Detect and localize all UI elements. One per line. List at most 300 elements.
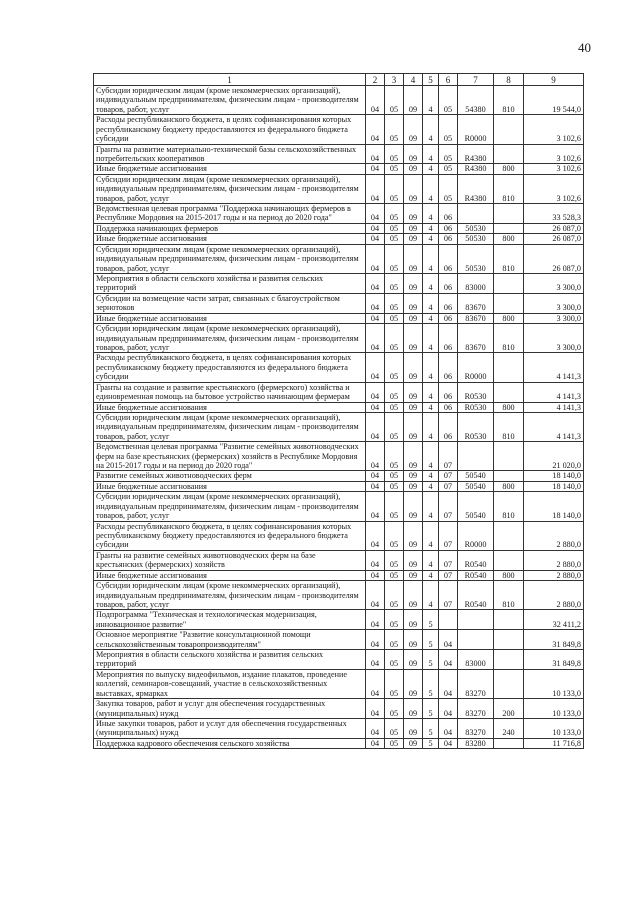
code-col-6: 06 xyxy=(439,412,458,441)
code-col-5: 4 xyxy=(423,442,439,471)
code-col-8 xyxy=(494,550,524,570)
code-col-5: 4 xyxy=(423,492,439,521)
code-col-7: 50530 xyxy=(458,234,494,244)
code-col-2: 04 xyxy=(366,492,385,521)
amount-cell: 3 102,6 xyxy=(524,144,584,164)
code-col-2: 04 xyxy=(366,293,385,313)
code-col-3: 05 xyxy=(385,521,404,550)
code-col-7 xyxy=(458,204,494,224)
code-col-5: 4 xyxy=(423,223,439,233)
header-cell: 1 xyxy=(94,74,366,86)
code-col-2: 04 xyxy=(366,86,385,115)
row-description: Иные бюджетные ассигнования xyxy=(94,481,366,491)
code-col-4: 09 xyxy=(404,274,423,294)
code-col-4: 09 xyxy=(404,115,423,144)
table-row xyxy=(94,164,584,174)
code-col-4: 09 xyxy=(404,442,423,471)
table-row xyxy=(94,234,584,244)
code-col-6: 07 xyxy=(439,442,458,471)
table-row xyxy=(94,244,584,273)
code-col-6: 07 xyxy=(439,570,458,580)
amount-cell: 31 849,8 xyxy=(524,650,584,670)
code-col-8: 810 xyxy=(494,492,524,521)
code-col-2: 04 xyxy=(366,313,385,323)
code-col-2: 04 xyxy=(366,244,385,273)
table-row xyxy=(94,610,584,630)
code-col-7: R0000 xyxy=(458,353,494,382)
code-col-4: 09 xyxy=(404,324,423,353)
code-col-3: 05 xyxy=(385,115,404,144)
code-col-4: 09 xyxy=(404,650,423,670)
row-description: Гранты на развитие материально-технической базы сельскохозяйственных потребительских кооперативов xyxy=(94,144,366,164)
header-cell: 9 xyxy=(524,74,584,86)
code-col-6: 04 xyxy=(439,699,458,719)
row-description: Мероприятия в области сельского хозяйства и развития сельских территорий xyxy=(94,274,366,294)
row-description: Субсидии юридическим лицам (кроме некоммерческих организаций), индивидуальным предпринимателям, физическим лицам - производителям товаров, работ, услуг xyxy=(94,244,366,273)
amount-cell: 2 880,0 xyxy=(524,550,584,570)
row-description: Иные закупки товаров, работ и услуг для обеспечения государственных (муниципальных) нужд xyxy=(94,719,366,739)
code-col-4: 09 xyxy=(404,293,423,313)
code-col-4: 09 xyxy=(404,164,423,174)
code-col-8: 200 xyxy=(494,699,524,719)
code-col-4: 09 xyxy=(404,471,423,481)
code-col-7: R0530 xyxy=(458,382,494,402)
row-description: Мероприятия в области сельского хозяйства и развития сельских территорий xyxy=(94,650,366,670)
code-col-3: 05 xyxy=(385,630,404,650)
code-col-8 xyxy=(494,442,524,471)
row-description: Гранты на развитие семейных животноводческих ферм на базе крестьянских (фермерских) хозяйств xyxy=(94,550,366,570)
header-cell: 6 xyxy=(439,74,458,86)
code-col-6: 06 xyxy=(439,234,458,244)
header-row xyxy=(94,74,584,86)
amount-cell: 26 087,0 xyxy=(524,244,584,273)
code-col-8: 800 xyxy=(494,313,524,323)
code-col-7: R0540 xyxy=(458,581,494,610)
table-row xyxy=(94,313,584,323)
code-col-3: 05 xyxy=(385,570,404,580)
code-col-6: 07 xyxy=(439,471,458,481)
amount-cell: 3 300,0 xyxy=(524,293,584,313)
code-col-8: 810 xyxy=(494,324,524,353)
code-col-5: 4 xyxy=(423,353,439,382)
amount-cell: 32 411,2 xyxy=(524,610,584,630)
amount-cell: 4 141,3 xyxy=(524,353,584,382)
code-col-8: 800 xyxy=(494,164,524,174)
code-col-6: 06 xyxy=(439,274,458,294)
table-row xyxy=(94,630,584,650)
code-col-2: 04 xyxy=(366,324,385,353)
code-col-6: 06 xyxy=(439,223,458,233)
row-description: Иные бюджетные ассигнования xyxy=(94,313,366,323)
row-description: Основное мероприятие "Развитие консультационной помощи сельскохозяйственным товаропроизводителям" xyxy=(94,630,366,650)
code-col-5: 4 xyxy=(423,115,439,144)
amount-cell: 3 300,0 xyxy=(524,313,584,323)
amount-cell: 18 140,0 xyxy=(524,481,584,491)
code-col-3: 05 xyxy=(385,174,404,203)
code-col-7: 83670 xyxy=(458,293,494,313)
amount-cell: 18 140,0 xyxy=(524,492,584,521)
code-col-8: 810 xyxy=(494,174,524,203)
code-col-5: 4 xyxy=(423,382,439,402)
amount-cell: 2 880,0 xyxy=(524,581,584,610)
code-col-4: 09 xyxy=(404,581,423,610)
code-col-7: R4380 xyxy=(458,164,494,174)
table-row xyxy=(94,324,584,353)
amount-cell: 3 102,6 xyxy=(524,164,584,174)
table-row xyxy=(94,86,584,115)
code-col-5: 4 xyxy=(423,274,439,294)
code-col-8 xyxy=(494,521,524,550)
amount-cell: 21 020,0 xyxy=(524,442,584,471)
code-col-8 xyxy=(494,115,524,144)
code-col-2: 04 xyxy=(366,353,385,382)
code-col-6: 05 xyxy=(439,164,458,174)
row-description: Субсидии юридическим лицам (кроме некоммерческих организаций), индивидуальным предпринимателям, физическим лицам - производителям товаров, работ, услуг xyxy=(94,492,366,521)
code-col-8: 800 xyxy=(494,402,524,412)
amount-cell: 31 849,8 xyxy=(524,630,584,650)
code-col-6: 04 xyxy=(439,719,458,739)
code-col-7 xyxy=(458,610,494,630)
code-col-4: 09 xyxy=(404,719,423,739)
code-col-4: 09 xyxy=(404,738,423,748)
amount-cell: 10 133,0 xyxy=(524,719,584,739)
code-col-8: 800 xyxy=(494,481,524,491)
code-col-8 xyxy=(494,630,524,650)
code-col-8 xyxy=(494,223,524,233)
code-col-8: 800 xyxy=(494,570,524,580)
code-col-5: 5 xyxy=(423,699,439,719)
table-row xyxy=(94,471,584,481)
code-col-6: 07 xyxy=(439,481,458,491)
code-col-3: 05 xyxy=(385,274,404,294)
code-col-5: 4 xyxy=(423,481,439,491)
table-row xyxy=(94,353,584,382)
code-col-7: 50540 xyxy=(458,481,494,491)
amount-cell: 3 102,6 xyxy=(524,115,584,144)
amount-cell: 3 300,0 xyxy=(524,324,584,353)
table-row xyxy=(94,382,584,402)
code-col-2: 04 xyxy=(366,412,385,441)
table-row xyxy=(94,581,584,610)
code-col-2: 04 xyxy=(366,570,385,580)
code-col-3: 05 xyxy=(385,699,404,719)
code-col-3: 05 xyxy=(385,581,404,610)
code-col-5: 4 xyxy=(423,164,439,174)
code-col-4: 09 xyxy=(404,699,423,719)
code-col-3: 05 xyxy=(385,442,404,471)
table-row xyxy=(94,550,584,570)
page-number: 40 xyxy=(578,40,591,55)
code-col-8 xyxy=(494,738,524,748)
table-row xyxy=(94,442,584,471)
row-description: Иные бюджетные ассигнования xyxy=(94,234,366,244)
code-col-3: 05 xyxy=(385,412,404,441)
code-col-5: 4 xyxy=(423,174,439,203)
code-col-2: 04 xyxy=(366,402,385,412)
code-col-2: 04 xyxy=(366,174,385,203)
table-row xyxy=(94,492,584,521)
code-col-7: 83270 xyxy=(458,699,494,719)
code-col-8 xyxy=(494,144,524,164)
row-description: Субсидии юридическим лицам (кроме некоммерческих организаций), индивидуальным предпринимателям, физическим лицам - производителям товаров, работ, услуг xyxy=(94,324,366,353)
header-cell: 2 xyxy=(366,74,385,86)
code-col-7: R0540 xyxy=(458,570,494,580)
code-col-4: 09 xyxy=(404,521,423,550)
code-col-5: 5 xyxy=(423,738,439,748)
code-col-8: 810 xyxy=(494,581,524,610)
code-col-7: 50540 xyxy=(458,492,494,521)
code-col-3: 05 xyxy=(385,650,404,670)
code-col-6 xyxy=(439,610,458,630)
amount-cell: 10 133,0 xyxy=(524,669,584,698)
code-col-3: 05 xyxy=(385,293,404,313)
code-col-3: 05 xyxy=(385,719,404,739)
code-col-2: 04 xyxy=(366,630,385,650)
code-col-7: 83000 xyxy=(458,650,494,670)
row-description: Иные бюджетные ассигнования xyxy=(94,570,366,580)
table-row xyxy=(94,738,584,748)
code-col-7 xyxy=(458,630,494,650)
code-col-7: 83670 xyxy=(458,324,494,353)
table-row xyxy=(94,144,584,164)
code-col-7: R4380 xyxy=(458,144,494,164)
amount-cell: 2 880,0 xyxy=(524,570,584,580)
table-row xyxy=(94,719,584,739)
code-col-3: 05 xyxy=(385,738,404,748)
code-col-5: 4 xyxy=(423,313,439,323)
code-col-5: 4 xyxy=(423,570,439,580)
code-col-5: 4 xyxy=(423,402,439,412)
code-col-6: 04 xyxy=(439,669,458,698)
code-col-5: 5 xyxy=(423,719,439,739)
code-col-4: 09 xyxy=(404,412,423,441)
table-row xyxy=(94,412,584,441)
code-col-4: 09 xyxy=(404,244,423,273)
budget-table xyxy=(93,73,584,749)
code-col-3: 05 xyxy=(385,610,404,630)
table-row xyxy=(94,402,584,412)
code-col-8 xyxy=(494,471,524,481)
code-col-7: 50540 xyxy=(458,471,494,481)
row-description: Субсидии на возмещение части затрат, связанных с благоустройством зернотоков xyxy=(94,293,366,313)
code-col-3: 05 xyxy=(385,244,404,273)
row-description: Развитие семейных животноводческих ферм xyxy=(94,471,366,481)
row-description: Иные бюджетные ассигнования xyxy=(94,402,366,412)
row-description: Подпрограмма "Техническая и технологическая модернизация, инновационное развитие" xyxy=(94,610,366,630)
code-col-6: 06 xyxy=(439,353,458,382)
code-col-6: 06 xyxy=(439,382,458,402)
code-col-5: 4 xyxy=(423,521,439,550)
code-col-3: 05 xyxy=(385,402,404,412)
code-col-8 xyxy=(494,353,524,382)
code-col-6: 05 xyxy=(439,174,458,203)
row-description: Мероприятия по выпуску видеофильмов, издание плакатов, проведение коллегий, семинаров-совещаний, участие в сельскохозяйственных выставках, ярмарках xyxy=(94,669,366,698)
code-col-5: 4 xyxy=(423,581,439,610)
table-row xyxy=(94,669,584,698)
amount-cell: 11 716,8 xyxy=(524,738,584,748)
code-col-4: 09 xyxy=(404,610,423,630)
code-col-2: 04 xyxy=(366,442,385,471)
code-col-8 xyxy=(494,610,524,630)
code-col-8 xyxy=(494,293,524,313)
amount-cell: 4 141,3 xyxy=(524,402,584,412)
code-col-4: 09 xyxy=(404,630,423,650)
code-col-2: 04 xyxy=(366,719,385,739)
table-row xyxy=(94,650,584,670)
header-cell: 5 xyxy=(423,74,439,86)
code-col-4: 09 xyxy=(404,550,423,570)
code-col-2: 04 xyxy=(366,234,385,244)
code-col-5: 5 xyxy=(423,630,439,650)
code-col-6: 07 xyxy=(439,492,458,521)
code-col-2: 04 xyxy=(366,382,385,402)
amount-cell: 18 140,0 xyxy=(524,471,584,481)
code-col-3: 05 xyxy=(385,481,404,491)
code-col-5: 4 xyxy=(423,144,439,164)
table-row xyxy=(94,174,584,203)
row-description: Иные бюджетные ассигнования xyxy=(94,164,366,174)
code-col-6: 04 xyxy=(439,738,458,748)
code-col-6: 06 xyxy=(439,244,458,273)
header-cell: 3 xyxy=(385,74,404,86)
code-col-3: 05 xyxy=(385,204,404,224)
row-description: Субсидии юридическим лицам (кроме некоммерческих организаций), индивидуальным предпринимателям, физическим лицам - производителям товаров, работ, услуг xyxy=(94,174,366,203)
code-col-5: 5 xyxy=(423,669,439,698)
table-row xyxy=(94,570,584,580)
code-col-5: 4 xyxy=(423,204,439,224)
header-cell: 8 xyxy=(494,74,524,86)
table-row xyxy=(94,204,584,224)
code-col-3: 05 xyxy=(385,471,404,481)
code-col-3: 05 xyxy=(385,86,404,115)
code-col-4: 09 xyxy=(404,492,423,521)
amount-cell: 3 300,0 xyxy=(524,274,584,294)
code-col-3: 05 xyxy=(385,324,404,353)
code-col-2: 04 xyxy=(366,481,385,491)
code-col-7: 50530 xyxy=(458,223,494,233)
code-col-8: 810 xyxy=(494,244,524,273)
code-col-4: 09 xyxy=(404,204,423,224)
code-col-8 xyxy=(494,669,524,698)
code-col-5: 4 xyxy=(423,471,439,481)
code-col-2: 04 xyxy=(366,738,385,748)
row-description: Поддержка начинающих фермеров xyxy=(94,223,366,233)
code-col-4: 09 xyxy=(404,174,423,203)
table-row xyxy=(94,699,584,719)
code-col-5: 4 xyxy=(423,412,439,441)
code-col-4: 09 xyxy=(404,669,423,698)
table-row xyxy=(94,274,584,294)
row-description: Ведомственная целевая программа "Поддержка начинающих фермеров в Республике Мордовия на 2015-2017 годы и на период до 2020 года" xyxy=(94,204,366,224)
table-row xyxy=(94,521,584,550)
code-col-3: 05 xyxy=(385,550,404,570)
code-col-4: 09 xyxy=(404,570,423,580)
code-col-2: 04 xyxy=(366,550,385,570)
code-col-7: 83670 xyxy=(458,313,494,323)
code-col-8 xyxy=(494,204,524,224)
code-col-2: 04 xyxy=(366,144,385,164)
code-col-2: 04 xyxy=(366,223,385,233)
code-col-7: R0540 xyxy=(458,550,494,570)
amount-cell: 19 544,0 xyxy=(524,86,584,115)
code-col-2: 04 xyxy=(366,581,385,610)
code-col-4: 09 xyxy=(404,481,423,491)
amount-cell: 4 141,3 xyxy=(524,382,584,402)
code-col-2: 04 xyxy=(366,650,385,670)
code-col-8: 810 xyxy=(494,86,524,115)
table-row xyxy=(94,115,584,144)
code-col-2: 04 xyxy=(366,164,385,174)
amount-cell: 26 087,0 xyxy=(524,223,584,233)
code-col-3: 05 xyxy=(385,492,404,521)
code-col-3: 05 xyxy=(385,234,404,244)
row-description: Поддержка кадрового обеспечения сельского хозяйства xyxy=(94,738,366,748)
code-col-6: 05 xyxy=(439,144,458,164)
code-col-2: 04 xyxy=(366,610,385,630)
code-col-7: 83270 xyxy=(458,719,494,739)
code-col-5: 4 xyxy=(423,244,439,273)
code-col-3: 05 xyxy=(385,669,404,698)
code-col-3: 05 xyxy=(385,164,404,174)
code-col-4: 09 xyxy=(404,86,423,115)
amount-cell: 33 528,3 xyxy=(524,204,584,224)
code-col-8 xyxy=(494,274,524,294)
code-col-4: 09 xyxy=(404,223,423,233)
code-col-2: 04 xyxy=(366,115,385,144)
row-description: Расходы республиканского бюджета, в целях софинансирования которых республиканскому бюджету предоставляются из федерального бюджета субсидии xyxy=(94,115,366,144)
row-description: Расходы республиканского бюджета, в целях софинансирования которых республиканскому бюджету предоставляются из федерального бюджета субсидии xyxy=(94,353,366,382)
code-col-3: 05 xyxy=(385,144,404,164)
code-col-4: 09 xyxy=(404,402,423,412)
code-col-8: 240 xyxy=(494,719,524,739)
code-col-4: 09 xyxy=(404,313,423,323)
amount-cell: 3 102,6 xyxy=(524,174,584,203)
code-col-6: 06 xyxy=(439,313,458,323)
amount-cell: 26 087,0 xyxy=(524,234,584,244)
code-col-6: 07 xyxy=(439,521,458,550)
code-col-6: 06 xyxy=(439,204,458,224)
code-col-7: 50530 xyxy=(458,244,494,273)
header-cell: 7 xyxy=(458,74,494,86)
code-col-7: 83000 xyxy=(458,274,494,294)
row-description: Расходы республиканского бюджета, в целях софинансирования которых республиканскому бюджету предоставляются из федерального бюджета субсидии xyxy=(94,521,366,550)
code-col-5: 5 xyxy=(423,650,439,670)
code-col-7: R0530 xyxy=(458,402,494,412)
code-col-6: 07 xyxy=(439,581,458,610)
code-col-3: 05 xyxy=(385,313,404,323)
code-col-2: 04 xyxy=(366,699,385,719)
row-description: Субсидии юридическим лицам (кроме некоммерческих организаций), индивидуальным предпринимателям, физическим лицам - производителям товаров, работ, услуг xyxy=(94,86,366,115)
code-col-5: 4 xyxy=(423,86,439,115)
code-col-6: 06 xyxy=(439,402,458,412)
row-description: Ведомственная целевая программа "Развитие семейных животноводческих ферм на базе крестьянских (фермерских) хозяйств в Республике Мордовия на 2015-2017 годы и на период до 2020 года" xyxy=(94,442,366,471)
code-col-2: 04 xyxy=(366,471,385,481)
code-col-3: 05 xyxy=(385,223,404,233)
code-col-7: R4380 xyxy=(458,174,494,203)
code-col-3: 05 xyxy=(385,353,404,382)
row-description: Гранты на создание и развитие крестьянского (фермерского) хозяйства и единовременная помощь на бытовое устройство начинающим фермерам xyxy=(94,382,366,402)
code-col-7: 83280 xyxy=(458,738,494,748)
code-col-6: 05 xyxy=(439,86,458,115)
table-row xyxy=(94,293,584,313)
code-col-7 xyxy=(458,442,494,471)
code-col-5: 4 xyxy=(423,550,439,570)
code-col-4: 09 xyxy=(404,144,423,164)
code-col-7: 83270 xyxy=(458,669,494,698)
amount-cell: 4 141,3 xyxy=(524,412,584,441)
code-col-7: 54380 xyxy=(458,86,494,115)
row-description: Закупка товаров, работ и услуг для обеспечения государственных (муниципальных) нужд xyxy=(94,699,366,719)
